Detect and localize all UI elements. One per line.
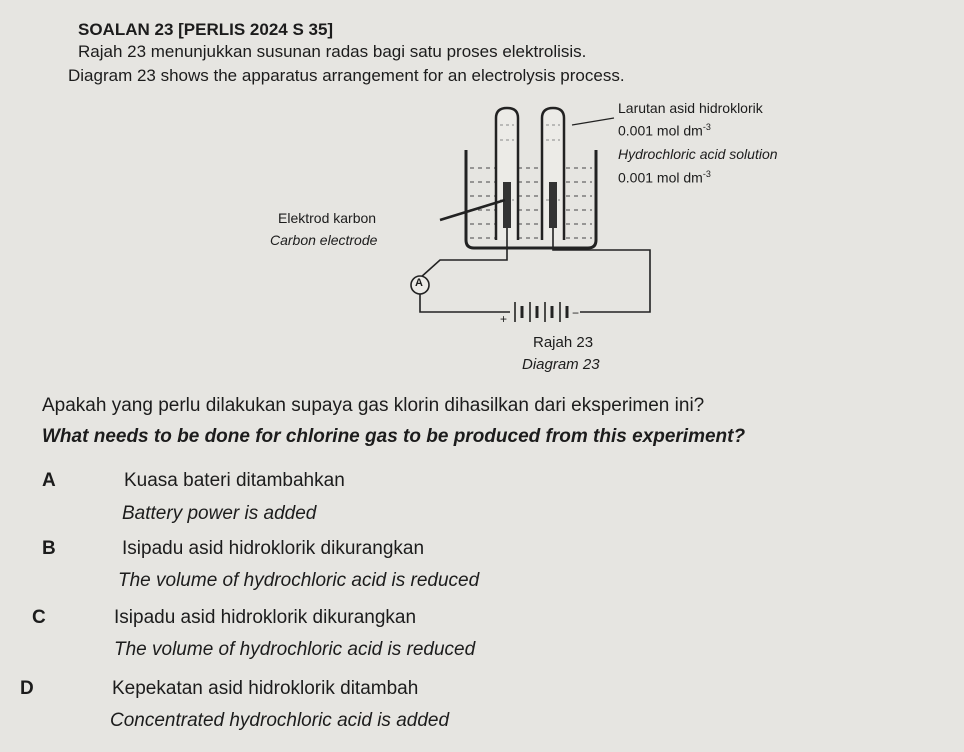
circuit-wire [420,228,650,312]
solution-label-ms: Larutan asid hidroklorik [618,100,763,116]
diagram-caption-ms: Rajah 23 [533,334,594,351]
beaker [466,150,596,248]
option-a-text-en[interactable]: Battery power is added [122,503,317,524]
concentration-value-2: 0.001 mol dm [618,169,703,186]
option-b-letter[interactable]: B [42,538,56,559]
ammeter-label: A [415,277,423,289]
concentration-label-1 [618,122,711,139]
option-d-letter[interactable]: D [20,678,34,699]
battery [515,302,567,322]
acid-solution [470,168,592,238]
carbon-electrode-left [503,182,511,228]
concentration-label-2 [618,169,711,186]
battery-negative-label: − [572,306,580,320]
question-prompt-ms: Apakah yang perlu dilakukan supaya gas klorin dihasilkan dari eksperimen ini? [42,395,705,416]
concentration-value-1: 0.001 mol dm [618,122,703,139]
option-a-letter[interactable]: A [42,470,56,491]
concentration-unit-sup-2: -3 [702,169,711,179]
option-b-text-en[interactable]: The volume of hydrochloric acid is reduced [118,570,480,591]
battery-positive-label: + [500,312,508,326]
option-b-text-ms[interactable]: Isipadu asid hidroklorik dikurangkan [122,538,425,559]
option-d-text-ms[interactable]: Kepekatan asid hidroklorik ditambah [112,678,419,699]
question-prompt-en: What needs to be done for chlorine gas to be produced from this experiment? [42,426,746,447]
option-c-text-ms[interactable]: Isipadu asid hidroklorik dikurangkan [114,607,417,628]
carbon-electrode-right [549,182,557,228]
option-a-text-ms[interactable]: Kuasa bateri ditambahkan [124,470,345,491]
question-title: SOALAN 23 [PERLIS 2024 S 35] [78,20,334,39]
solution-label-en: Hydrochloric acid solution [618,146,778,162]
diagram-caption-en: Diagram 23 [522,356,600,373]
option-d-text-en[interactable]: Concentrated hydrochloric acid is added [110,710,450,731]
concentration-unit-sup-1: -3 [702,122,711,132]
intro-text-ms: Rajah 23 menunjukkan susunan radas bagi satu proses elektrolisis. [78,42,587,61]
option-c-letter[interactable]: C [32,607,46,628]
electrode-label-ms: Elektrod karbon [278,210,377,226]
option-c-text-en[interactable]: The volume of hydrochloric acid is reduced [114,639,476,660]
electrode-label-en: Carbon electrode [270,232,378,248]
intro-text-en: Diagram 23 shows the apparatus arrangement for an electrolysis process. [68,66,625,85]
